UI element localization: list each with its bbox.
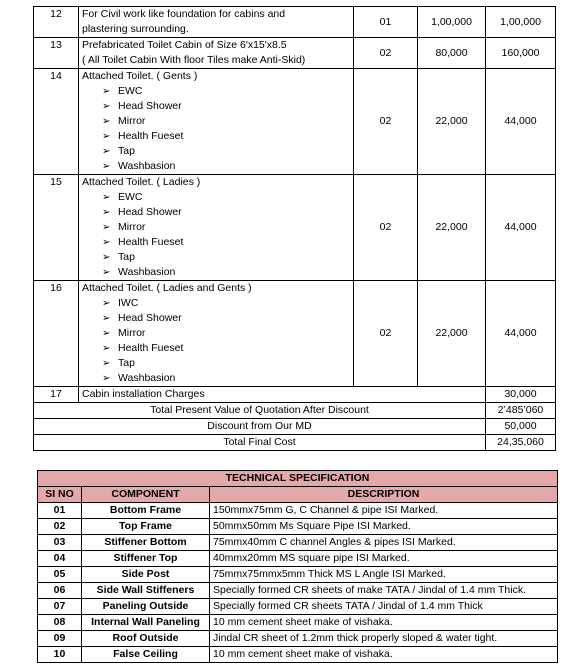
- fixture-item: ➢ Health Fueset: [102, 129, 350, 144]
- summary-row: [34, 435, 556, 451]
- fixture-item: ➢ Mirror: [102, 114, 350, 129]
- spec-component: Stiffener Bottom: [82, 535, 210, 551]
- summary-label: Discount from Our MD: [34, 419, 486, 435]
- spec-description: 75mmx75mmx5mm Thick MS L Angle ISI Marked.: [210, 567, 558, 583]
- spec-component: False Ceiling: [82, 647, 210, 663]
- summary-value: 24,35,060: [486, 435, 556, 451]
- summary-row: [34, 403, 556, 419]
- row-sno: 16: [34, 281, 79, 387]
- fixture-item: ➢ EWC: [102, 190, 350, 205]
- fixture-item: ➢ EWC: [102, 84, 350, 99]
- description-line: plastering surrounding.: [82, 23, 189, 35]
- spec-sino: 07: [38, 599, 82, 615]
- fixture-item: ➢ Washbasion: [102, 159, 350, 174]
- spec-row: [38, 535, 558, 551]
- spec-description: 150mmx75mm G, C Channel & pipe ISI Marked.: [210, 503, 558, 519]
- row-rate: 80,000: [418, 38, 486, 69]
- description-line: Attached Toilet. ( Ladies ): [82, 176, 201, 188]
- row-description: [79, 38, 354, 69]
- spec-description: 75mmx40mm C channel Angles & pipes ISI Marked.: [210, 535, 558, 551]
- row-sno: 15: [34, 175, 79, 281]
- spec-description: Specially formed CR sheets TATA / Jindal of 1.4 mm Thick: [210, 599, 558, 615]
- spec-description: 50mmx50mm Ms Square Pipe ISI Marked.: [210, 519, 558, 535]
- technical-specification-table: [37, 470, 558, 663]
- spec-title: TECHNICAL SPECIFICATION: [38, 471, 558, 487]
- fixture-item: ➢ Washbasion: [102, 265, 350, 280]
- row-sno: 14: [34, 69, 79, 175]
- quotation-row: [34, 38, 556, 69]
- fixture-item: ➢ Tap: [102, 356, 350, 371]
- spec-header-sino: SI NO: [38, 487, 82, 503]
- row-amount: 44,000: [486, 69, 556, 175]
- description-line: Attached Toilet. ( Ladies and Gents ): [82, 282, 252, 294]
- spec-sino: 02: [38, 519, 82, 535]
- spec-row: [38, 647, 558, 663]
- quotation-row: [34, 7, 556, 38]
- fixture-item: ➢ IWC: [102, 296, 350, 311]
- row-quantity: 02: [354, 281, 418, 387]
- description-line: Prefabricated Toilet Cabin of Size 6'x15'x8.5: [82, 39, 287, 51]
- row-description: [79, 175, 354, 281]
- spec-component: Bottom Frame: [82, 503, 210, 519]
- fixture-item: ➢ Head Shower: [102, 311, 350, 326]
- fixture-list: [82, 296, 350, 386]
- row-sno: 12: [34, 7, 79, 38]
- row-sno: 13: [34, 38, 79, 69]
- quotation-row: [34, 69, 556, 175]
- fixture-item: ➢ Health Fueset: [102, 235, 350, 250]
- description-line: ( All Toilet Cabin With floor Tiles make Anti-Skid): [82, 54, 306, 66]
- fixture-item: ➢ Washbasion: [102, 371, 350, 386]
- fixture-item: ➢ Mirror: [102, 220, 350, 235]
- spec-description: 10 mm cement sheet make of vishaka.: [210, 647, 558, 663]
- fixture-item: ➢ Head Shower: [102, 99, 350, 114]
- summary-row: [34, 419, 556, 435]
- fixture-list: [82, 190, 350, 280]
- summary-value: 2’485’060: [486, 403, 556, 419]
- summary-value: 50,000: [486, 419, 556, 435]
- spec-description: 10 mm cement sheet make of vishaka.: [210, 615, 558, 631]
- row-rate: 22,000: [418, 281, 486, 387]
- description-line: For Civil work like foundation for cabins and: [82, 8, 286, 20]
- row-description: [79, 281, 354, 387]
- row-amount: 1,00,000: [486, 7, 556, 38]
- spec-component: Side Wall Stiffeners: [82, 583, 210, 599]
- spec-sino: 03: [38, 535, 82, 551]
- spec-component: Roof Outside: [82, 631, 210, 647]
- spec-sino: 10: [38, 647, 82, 663]
- spec-row: [38, 503, 558, 519]
- quotation-row: [34, 281, 556, 387]
- fixture-item: ➢ Head Shower: [102, 205, 350, 220]
- spec-row: [38, 615, 558, 631]
- row-amount: 160,000: [486, 38, 556, 69]
- spec-row: [38, 519, 558, 535]
- spec-row: [38, 551, 558, 567]
- row-description: [79, 69, 354, 175]
- spec-component: Top Frame: [82, 519, 210, 535]
- spec-body: [38, 471, 558, 663]
- spec-header-description: DESCRIPTION: [210, 487, 558, 503]
- spec-sino: 06: [38, 583, 82, 599]
- quotation-row: [34, 175, 556, 281]
- spec-description: 40mmx20mm MS square pipe ISI Marked.: [210, 551, 558, 567]
- fixture-item: ➢ Tap: [102, 250, 350, 265]
- spec-row: [38, 631, 558, 647]
- spec-row: [38, 567, 558, 583]
- spec-row: [38, 599, 558, 615]
- row-rate: 22,000: [418, 175, 486, 281]
- row-quantity: 02: [354, 38, 418, 69]
- cabin-installation-row: [34, 387, 556, 403]
- row-sno: 17: [34, 387, 79, 403]
- spec-header-row: [38, 487, 558, 503]
- spec-description: Specially formed CR sheets of make TATA / Jindal of 1.4 mm Thick.: [210, 583, 558, 599]
- spec-sino: 08: [38, 615, 82, 631]
- row-quantity: 02: [354, 175, 418, 281]
- summary-label: Total Final Cost: [34, 435, 486, 451]
- description-line: Attached Toilet. ( Gents ): [82, 70, 198, 82]
- spec-sino: 04: [38, 551, 82, 567]
- spec-row: [38, 583, 558, 599]
- row-description: Cabin installation Charges: [79, 387, 486, 403]
- row-description: [79, 7, 354, 38]
- row-amount: 30,000: [486, 387, 556, 403]
- fixture-item: ➢ Health Fueset: [102, 341, 350, 356]
- spec-description: Jindal CR sheet of 1.2mm thick properly sloped & water tight.: [210, 631, 558, 647]
- row-rate: 22,000: [418, 69, 486, 175]
- spec-header-component: COMPONENT: [82, 487, 210, 503]
- fixture-item: ➢ Tap: [102, 144, 350, 159]
- spec-component: Side Post: [82, 567, 210, 583]
- row-quantity: 02: [354, 69, 418, 175]
- quotation-table: [33, 6, 556, 451]
- row-amount: 44,000: [486, 281, 556, 387]
- row-rate: 1,00,000: [418, 7, 486, 38]
- row-amount: 44,000: [486, 175, 556, 281]
- fixture-item: ➢ Mirror: [102, 326, 350, 341]
- summary-label: Total Present Value of Quotation After Discount: [34, 403, 486, 419]
- spec-component: Paneling Outside: [82, 599, 210, 615]
- spec-sino: 05: [38, 567, 82, 583]
- spec-sino: 09: [38, 631, 82, 647]
- spec-sino: 01: [38, 503, 82, 519]
- fixture-list: [82, 84, 350, 174]
- spec-component: Internal Wall Paneling: [82, 615, 210, 631]
- row-quantity: 01: [354, 7, 418, 38]
- quotation-body: [34, 7, 556, 451]
- spec-component: Stiffener Top: [82, 551, 210, 567]
